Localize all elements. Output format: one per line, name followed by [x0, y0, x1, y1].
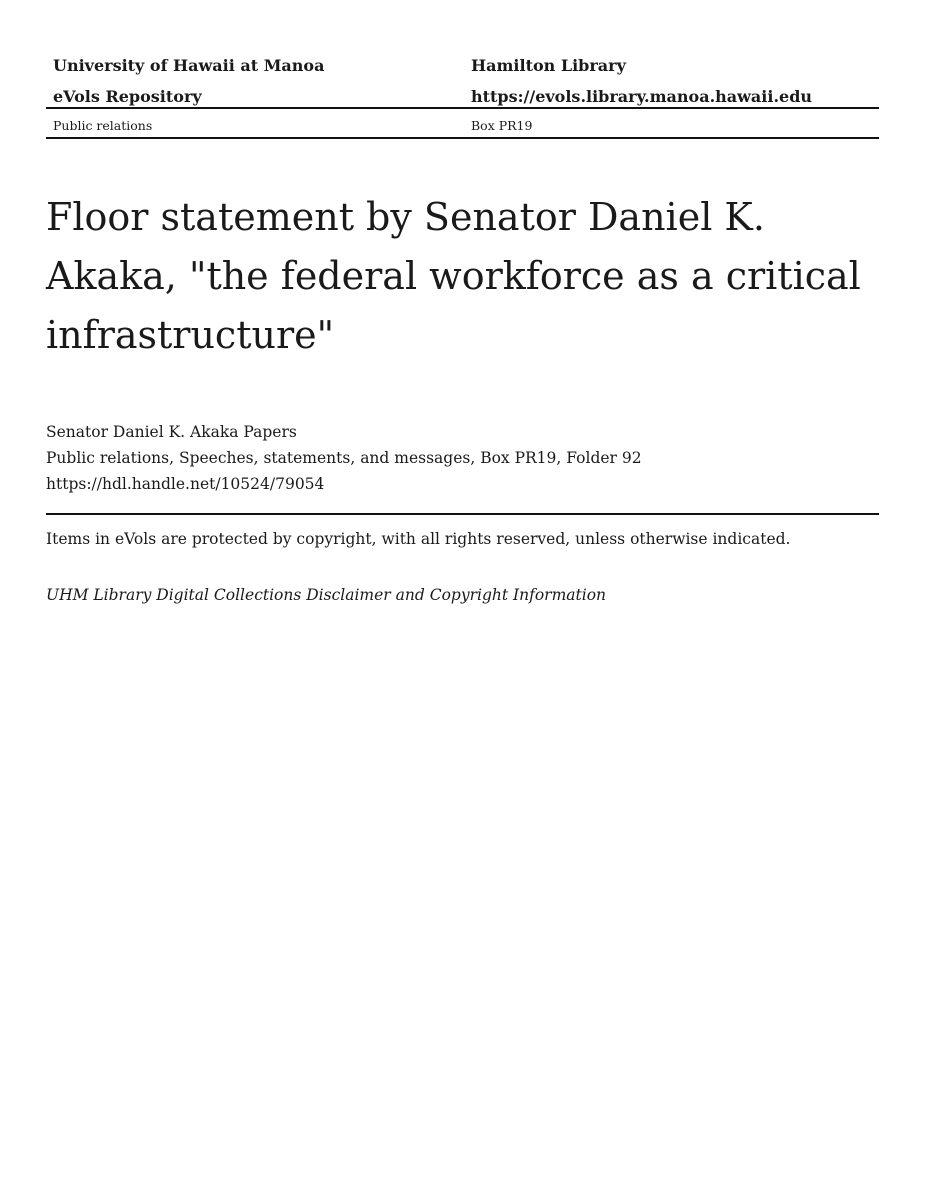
institution-name: University of Hawaii at Manoa	[53, 56, 325, 75]
disclaimer-link[interactable]: UHM Library Digital Collections Disclaimer and Copyright Information	[46, 586, 607, 604]
repository-name: eVols Repository	[53, 87, 202, 106]
document-metadata	[46, 419, 879, 497]
document-title: Floor statement by Senator Daniel K. Akaka, "the federal workforce as a critical infrastructure"	[46, 195, 861, 357]
header-divider-bottom	[46, 137, 879, 139]
metadata-divider	[46, 513, 879, 515]
library-name: Hamilton Library	[471, 56, 626, 75]
folder-location: Public relations, Speeches, statements, and messages, Box PR19, Folder 92	[46, 449, 642, 467]
header-row-1	[46, 50, 879, 81]
handle-link[interactable]: https://hdl.handle.net/10524/79054	[46, 475, 325, 493]
header-row-3	[46, 110, 879, 137]
repository-url[interactable]: https://evols.library.manoa.hawaii.edu	[471, 87, 813, 106]
header-table	[46, 50, 879, 112]
box-label: Box PR19	[471, 118, 533, 133]
copyright-notice: Items in eVols are protected by copyright, with all rights reserved, unless otherwise indicated.	[46, 530, 791, 548]
collection-name: Senator Daniel K. Akaka Papers	[46, 423, 297, 441]
header-divider-top	[46, 107, 879, 109]
collection-area: Public relations	[53, 118, 153, 133]
